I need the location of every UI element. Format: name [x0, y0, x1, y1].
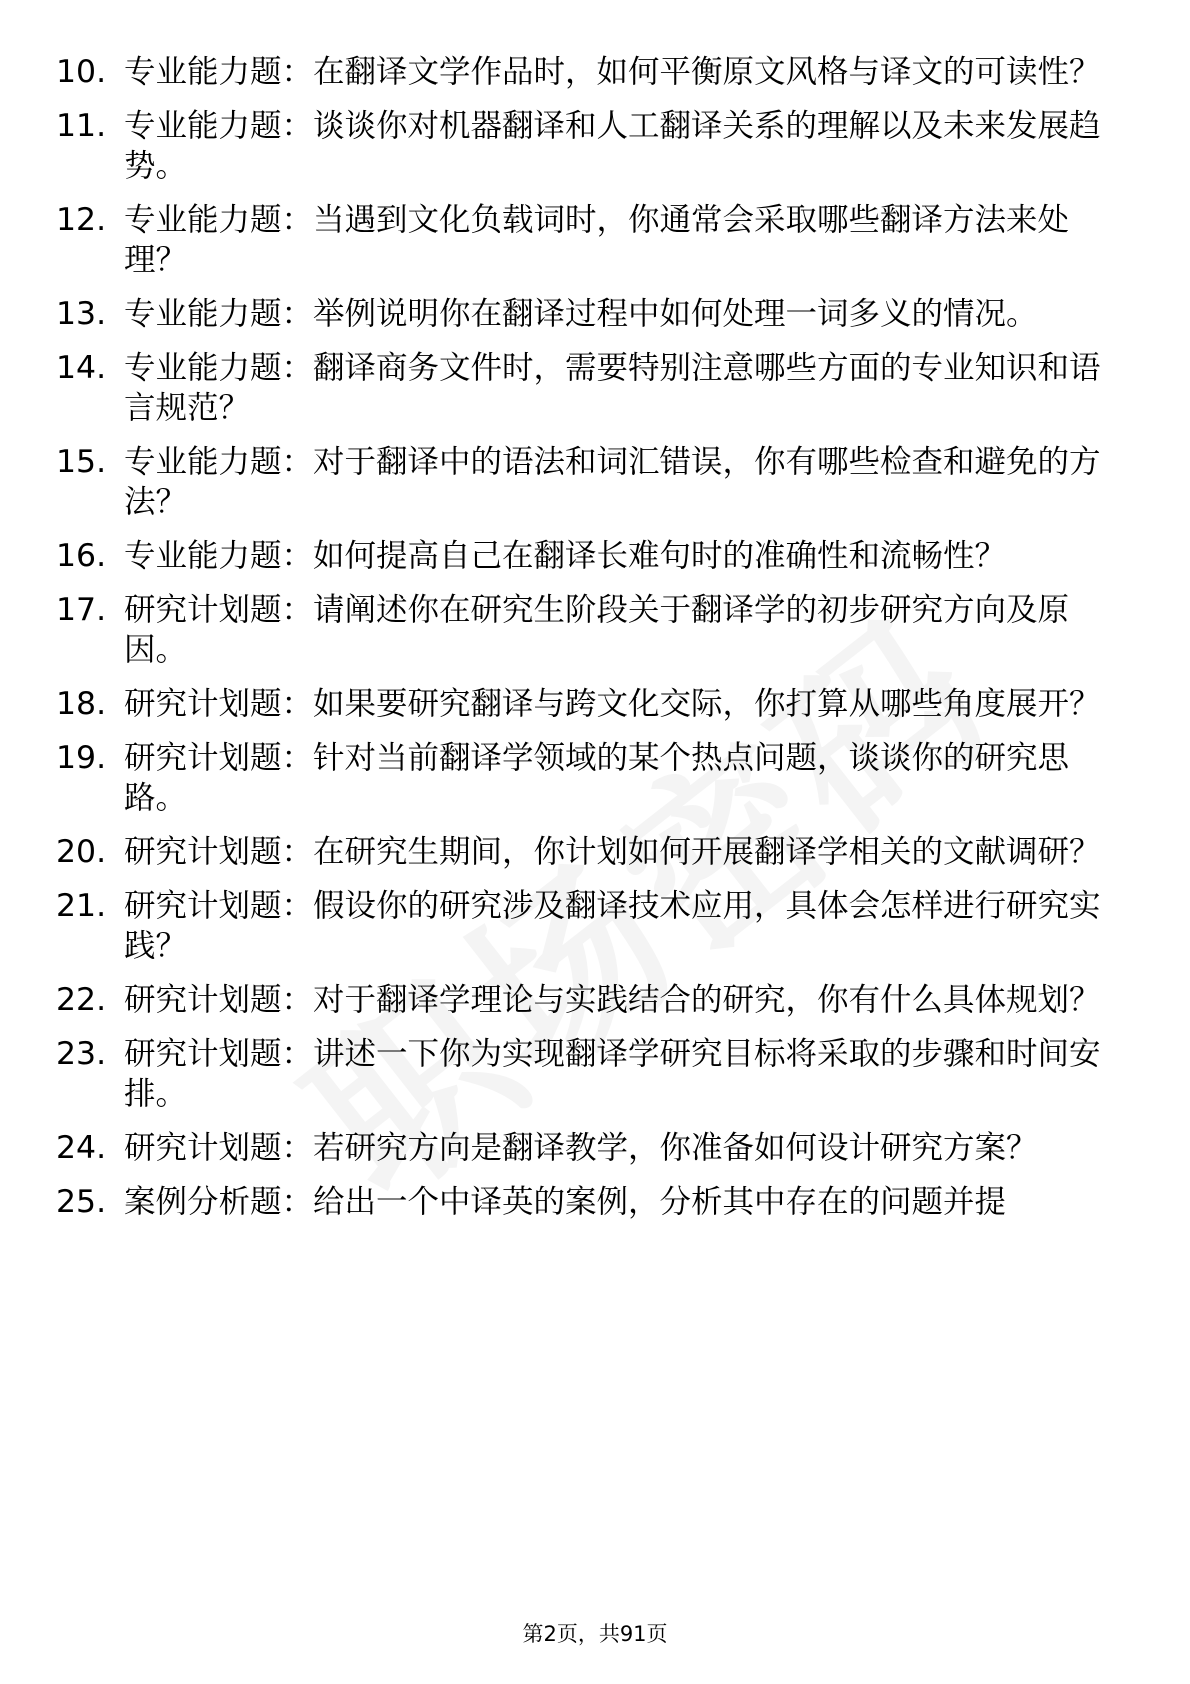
question-text: 举例说明你在翻译过程中如何处理一词多义的情况。 [313, 296, 1038, 332]
question-number: 23. [56, 1036, 107, 1072]
question-number: 24. [56, 1130, 107, 1166]
question-item [56, 1034, 1126, 1114]
question-body [124, 200, 1126, 280]
question-text: 对于翻译学理论与实践结合的研究，你有什么具体规划？ [313, 982, 1101, 1018]
question-category: 研究计划题： [124, 888, 314, 924]
question-body [124, 52, 1126, 92]
question-item [56, 980, 1126, 1020]
question-body [124, 1034, 1126, 1114]
question-number: 17. [56, 592, 107, 628]
question-body [124, 294, 1126, 334]
question-body [124, 1128, 1126, 1168]
question-text: 当遇到文化负载词时，你通常会采取哪些翻译方法来处理？ [124, 202, 1070, 278]
question-item [56, 738, 1126, 818]
question-number: 16. [56, 538, 107, 574]
question-number: 11. [56, 108, 107, 144]
question-item [56, 442, 1126, 522]
question-body [124, 348, 1126, 428]
question-category: 专业能力题： [124, 296, 314, 332]
question-category: 研究计划题： [124, 740, 314, 776]
question-category: 研究计划题： [124, 982, 314, 1018]
question-body [124, 590, 1126, 670]
question-item [56, 886, 1126, 966]
question-number: 14. [56, 350, 107, 386]
question-category: 专业能力题： [124, 538, 314, 574]
question-body [124, 1182, 1126, 1222]
question-body [124, 442, 1126, 522]
question-category: 研究计划题： [124, 1130, 314, 1166]
question-item [56, 52, 1126, 92]
question-number: 20. [56, 834, 107, 870]
question-text: 针对当前翻译学领域的某个热点问题，谈谈你的研究思路。 [124, 740, 1070, 816]
question-body [124, 536, 1126, 576]
question-item [56, 684, 1126, 724]
question-number: 15. [56, 444, 107, 480]
question-body [124, 684, 1126, 724]
question-body [124, 738, 1126, 818]
question-text: 如果要研究翻译与跨文化交际，你打算从哪些角度展开？ [313, 686, 1101, 722]
question-number: 21. [56, 888, 107, 924]
question-text: 翻译商务文件时，需要特别注意哪些方面的专业知识和语言规范？ [124, 350, 1101, 426]
question-text: 谈谈你对机器翻译和人工翻译关系的理解以及未来发展趋势。 [124, 108, 1101, 184]
question-item [56, 348, 1126, 428]
question-item [56, 200, 1126, 280]
question-category: 专业能力题： [124, 444, 314, 480]
question-item [56, 832, 1126, 872]
question-category: 专业能力题： [124, 108, 314, 144]
question-text: 对于翻译中的语法和词汇错误，你有哪些检查和避免的方法？ [124, 444, 1101, 520]
question-body [124, 886, 1126, 966]
question-item [56, 106, 1126, 186]
question-number: 18. [56, 686, 107, 722]
question-category: 研究计划题： [124, 686, 314, 722]
question-category: 专业能力题： [124, 202, 314, 238]
question-number: 12. [56, 202, 107, 238]
question-text: 如何提高自己在翻译长难句时的准确性和流畅性？ [313, 538, 1007, 574]
question-category: 专业能力题： [124, 54, 314, 90]
question-number: 25. [56, 1184, 107, 1220]
question-item [56, 536, 1126, 576]
question-text: 在翻译文学作品时，如何平衡原文风格与译文的可读性？ [313, 54, 1101, 90]
question-item [56, 590, 1126, 670]
question-category: 研究计划题： [124, 1036, 314, 1072]
question-number: 13. [56, 296, 107, 332]
question-category: 案例分析题： [124, 1184, 314, 1220]
page-footer: 第2页，共91页 [522, 1622, 668, 1646]
question-category: 研究计划题： [124, 592, 314, 628]
question-body [124, 980, 1126, 1020]
question-category: 研究计划题： [124, 834, 314, 870]
question-text: 给出一个中译英的案例，分析其中存在的问题并提 [313, 1184, 1007, 1220]
question-text: 讲述一下你为实现翻译学研究目标将采取的步骤和时间安排。 [124, 1036, 1101, 1112]
question-body [124, 832, 1126, 872]
question-text: 在研究生期间，你计划如何开展翻译学相关的文献调研？ [313, 834, 1101, 870]
question-number: 10. [56, 54, 107, 90]
question-item [56, 1182, 1126, 1222]
question-text: 若研究方向是翻译教学，你准备如何设计研究方案？ [313, 1130, 1038, 1166]
question-number: 19. [56, 740, 107, 776]
question-item [56, 1128, 1126, 1168]
question-category: 专业能力题： [124, 350, 314, 386]
question-number: 22. [56, 982, 107, 1018]
question-text: 假设你的研究涉及翻译技术应用，具体会怎样进行研究实践？ [124, 888, 1101, 964]
question-body [124, 106, 1126, 186]
question-item [56, 294, 1126, 334]
question-text: 请阐述你在研究生阶段关于翻译学的初步研究方向及原因。 [124, 592, 1070, 668]
question-list [56, 52, 1126, 1236]
